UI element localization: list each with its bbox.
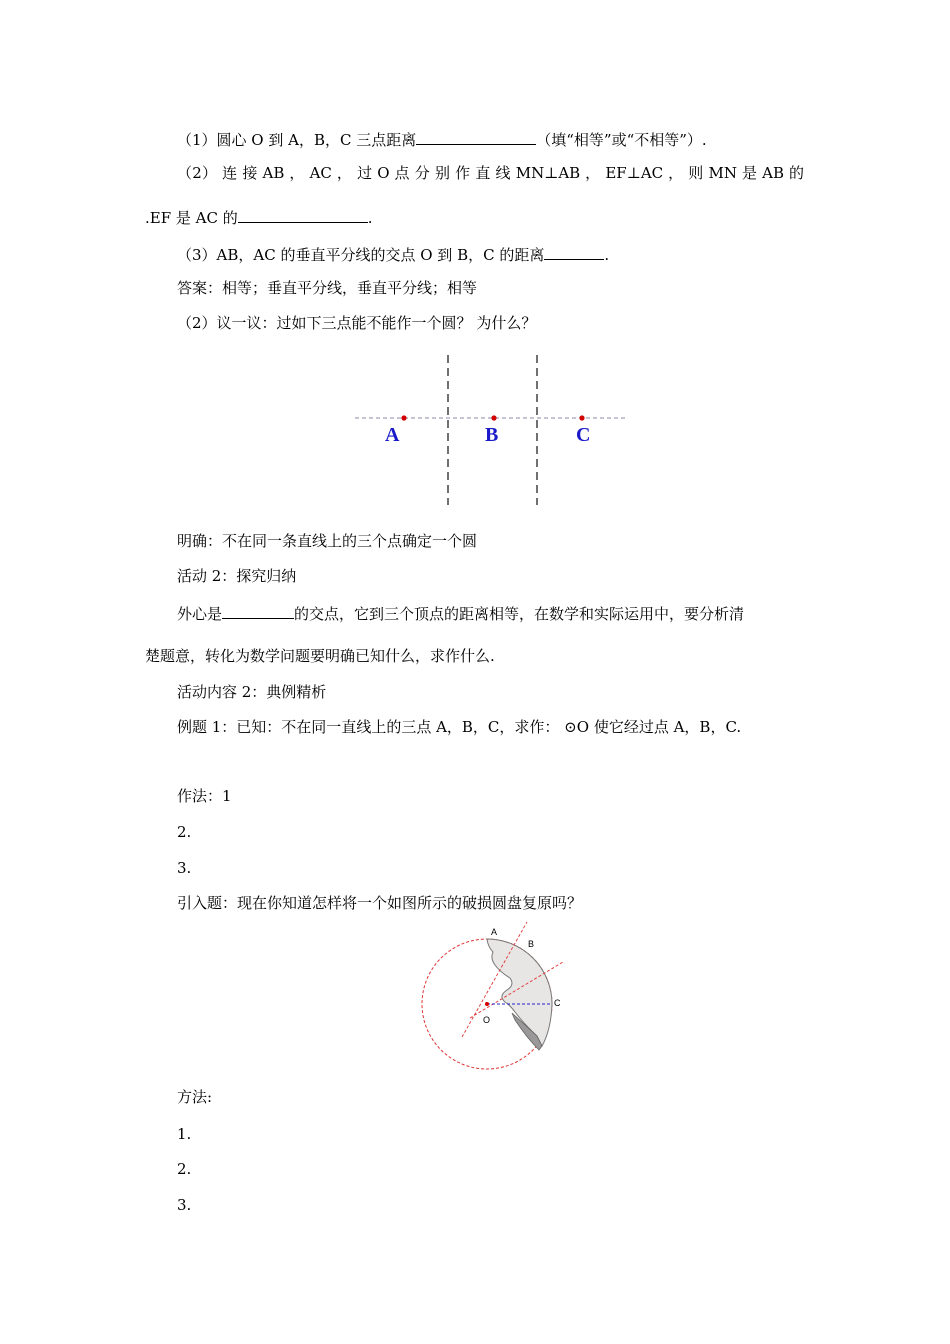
circumcenter-rest: 的交点，它到三个顶点的距离相等，在数学和实际运用中，要分析清 xyxy=(294,605,745,623)
approach-heading: 方法: xyxy=(177,1088,213,1106)
clarify-line: 明确：不在同一条直线上的三个点确定一个圆 xyxy=(177,532,478,550)
q2-line2 xyxy=(145,206,373,228)
approach-step-2: 2. xyxy=(177,1160,192,1178)
intro-line: 引入题：现在你知道怎样将一个如图所示的破损圆盘复原吗？ xyxy=(177,894,583,912)
q2-line1: （2） 连 接 AB ， AC ， 过 O 点 分 别 作 直 线 MN⊥AB ， EF⊥AC ， 则 MN 是 AB 的 xyxy=(177,164,804,182)
broken-disc-fragment xyxy=(487,939,552,1046)
point-c xyxy=(579,415,584,420)
label-b: B xyxy=(485,424,499,446)
broken-disc-figure xyxy=(415,920,575,1070)
fig2-label-o: O xyxy=(483,1015,491,1025)
fig2-label-a: A xyxy=(491,927,498,937)
method-step-3: 3. xyxy=(177,859,192,877)
fig2-label-c: C xyxy=(554,998,561,1008)
activity2-heading: 活动 2：探究归纳 xyxy=(177,567,297,585)
q3-text: （3）AB，AC 的垂直平分线的交点 O 到 B，C 的距离 xyxy=(177,246,545,264)
circumcenter-line1 xyxy=(177,602,744,624)
q1-line xyxy=(177,128,707,150)
q2-text: .EF 是 AC 的 xyxy=(145,209,238,227)
method-step-2: 2. xyxy=(177,823,192,841)
point-b xyxy=(491,415,496,420)
approach-step-1: 1. xyxy=(177,1125,192,1143)
point-o xyxy=(485,1002,489,1006)
circumcenter-blank[interactable] xyxy=(222,602,294,619)
example1-line: 例题 1：已知：不在同一直线上的三点 A，B，C，求作： ⊙O 使它经过点 A，B，C. xyxy=(177,718,742,736)
label-a: A xyxy=(385,424,400,446)
circumcenter-line2: 楚题意，转化为数学问题要明确已知什么，求作什么. xyxy=(145,647,495,665)
q1-text: （1）圆心 O 到 A，B，C 三点距离 xyxy=(177,131,417,149)
discuss-line: （2）议一议：过如下三点能不能作一个圆？ 为什么？ xyxy=(177,314,537,332)
method-step-1: 作法：1 xyxy=(177,787,232,805)
label-c: C xyxy=(576,424,591,446)
q1-blank[interactable] xyxy=(416,128,536,145)
q1-hint: （填“相等”或“不相等”）. xyxy=(536,131,707,149)
point-a xyxy=(401,415,406,420)
q2-blank[interactable] xyxy=(238,206,368,223)
fig2-label-b: B xyxy=(528,939,535,949)
content2-heading: 活动内容 2：典例精析 xyxy=(177,683,327,701)
three-collinear-points-figure xyxy=(350,350,635,510)
circumcenter-text: 外心是 xyxy=(177,605,223,623)
q3-end: . xyxy=(604,246,610,264)
q3-blank[interactable] xyxy=(544,243,604,260)
q2-end: . xyxy=(367,209,373,227)
approach-step-3: 3. xyxy=(177,1196,192,1214)
answer-line: 答案：相等；垂直平分线，垂直平分线；相等 xyxy=(177,279,478,297)
q3-line xyxy=(177,243,609,265)
